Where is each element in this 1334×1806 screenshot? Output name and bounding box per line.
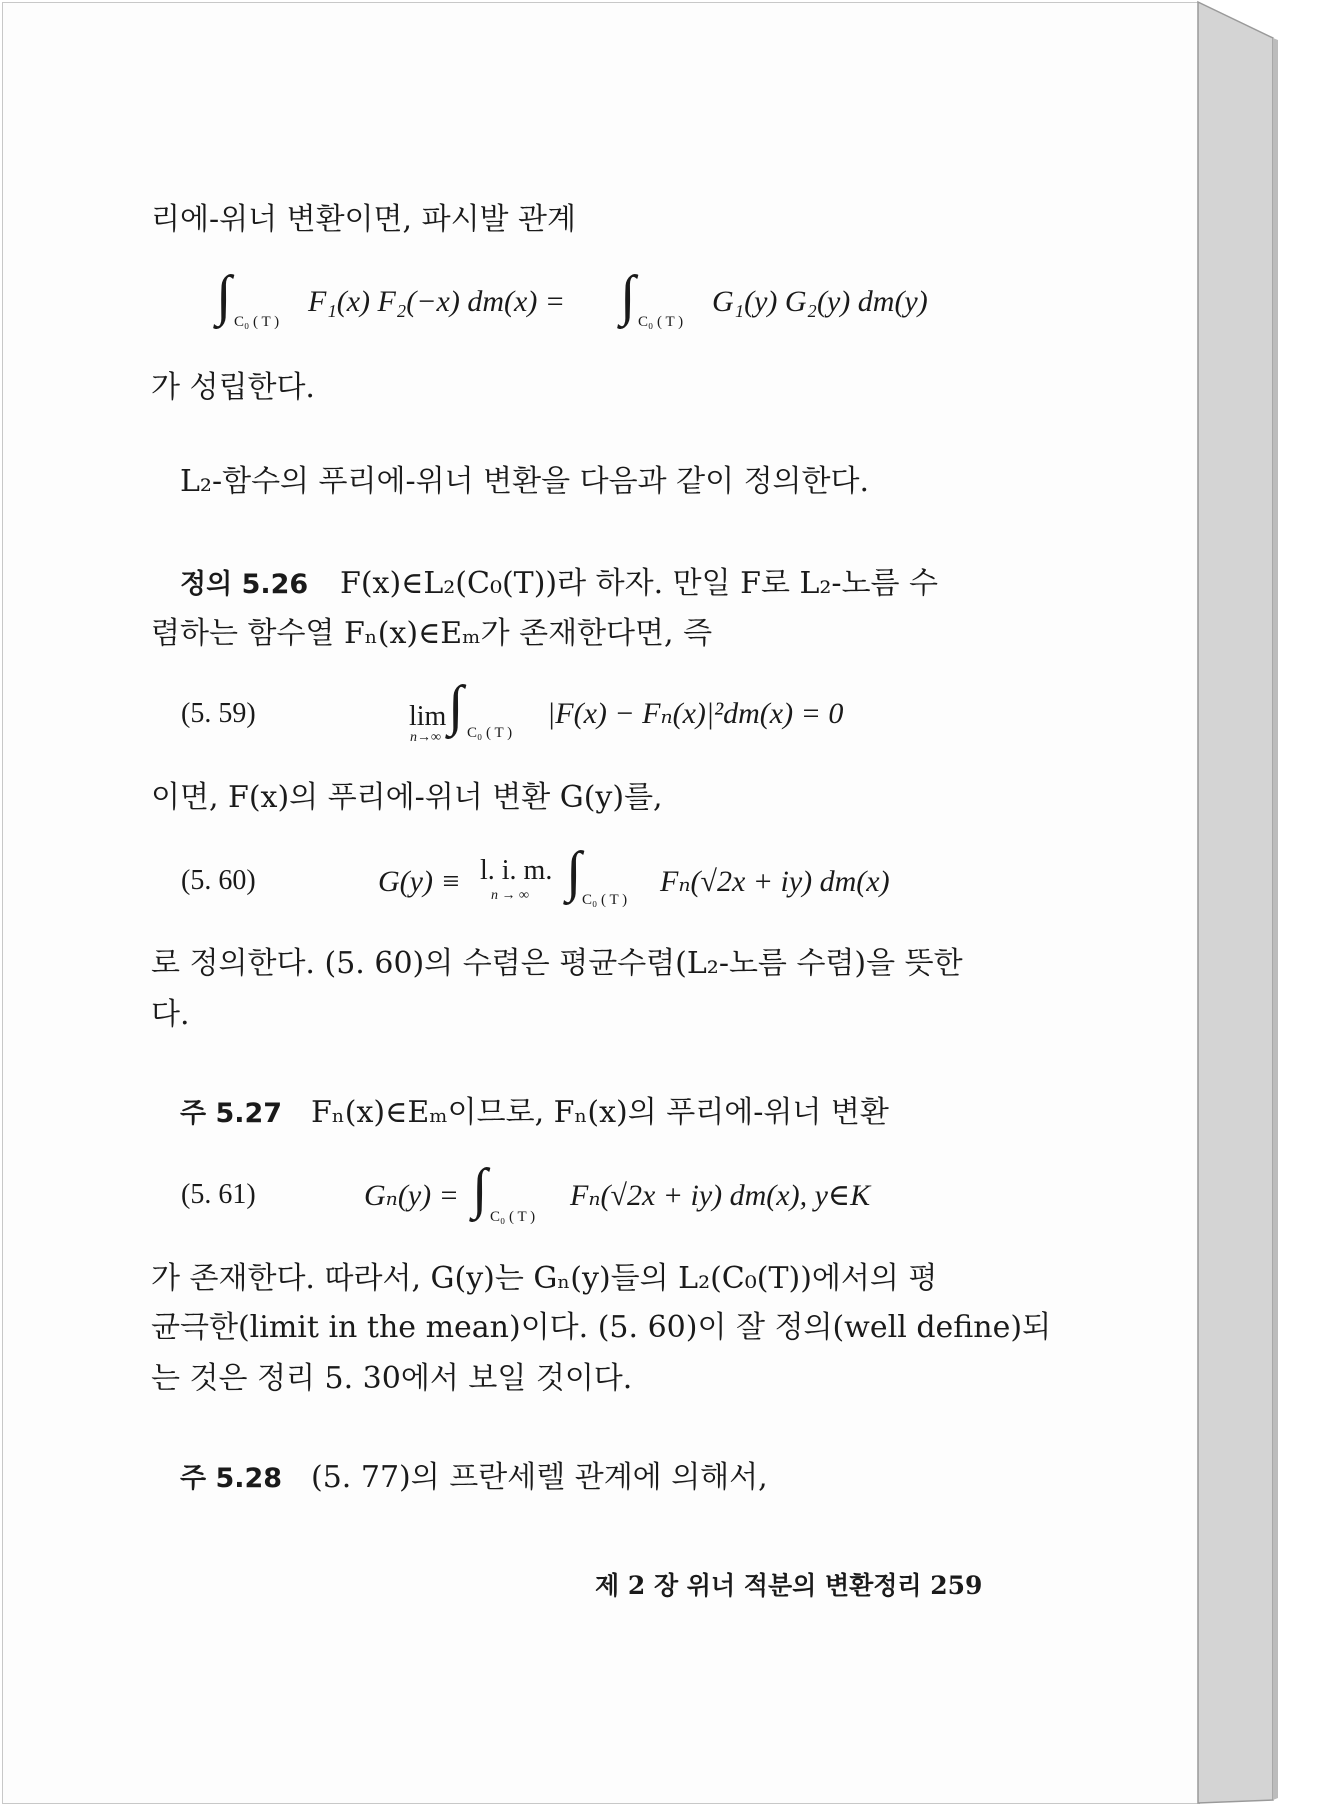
text-line-8: 균극한(limit in the mean)이다. (5. 60)이 잘 정의(well define)되 bbox=[151, 1310, 1052, 1345]
integral-domain: C₀ ( T ) bbox=[234, 314, 280, 330]
text-line-9: 는 것은 정리 5. 30에서 보일 것이다. bbox=[151, 1361, 633, 1396]
limit-subscript: n → ∞ bbox=[491, 888, 529, 903]
equation-number: (5. 61) bbox=[181, 1179, 256, 1210]
equation-lhs: F₁(x) F₂(−x) dm(x) = bbox=[308, 285, 566, 318]
equation-lhs: Gₙ(y) = bbox=[364, 1179, 459, 1212]
integral-sign: ∫ bbox=[472, 1158, 488, 1220]
text-line-7: 가 존재한다. 따라서, G(y)는 Gₙ(y)들의 L₂(C₀(T))에서의 평 bbox=[151, 1261, 938, 1296]
limit-operator: l. i. m. bbox=[480, 855, 553, 886]
definition-label: 정의 5.26 bbox=[180, 569, 309, 600]
integral-sign: ∫ bbox=[620, 265, 636, 327]
equation-number: (5. 60) bbox=[181, 865, 256, 896]
equation-body: |F(x) − Fₙ(x)|²dm(x) = 0 bbox=[547, 697, 844, 730]
page-footer: 제 2 장 위너 적분의 변환정리 259 bbox=[595, 1571, 983, 1600]
text-line-1: 리에-위너 변환이면, 파시발 관계 bbox=[151, 202, 577, 237]
integral-domain: C₀ ( T ) bbox=[490, 1209, 536, 1225]
definition-line-2: 렴하는 함수열 Fₙ(x)∈Eₘ가 존재한다면, 즉 bbox=[151, 616, 713, 651]
definition-line-1: F(x)∈L₂(C₀(T))라 하자. 만일 F로 L₂-노름 수 bbox=[340, 566, 939, 601]
equation-rhs: G₁(y) G₂(y) dm(y) bbox=[712, 285, 928, 318]
integral-sign: ∫ bbox=[448, 675, 464, 737]
note-5-27-text: Fₙ(x)∈Eₘ이므로, Fₙ(x)의 푸리에-위너 변환 bbox=[311, 1095, 889, 1130]
note-5-28-label: 주 5.28 bbox=[180, 1463, 283, 1494]
text-line-3: L₂-함수의 푸리에-위너 변환을 다음과 같이 정의한다. bbox=[180, 464, 870, 499]
text-line-5: 로 정의한다. (5. 60)의 수렴은 평균수렴(L₂-노름 수렴)을 뜻한 bbox=[151, 946, 963, 981]
limit-subscript: n→∞ bbox=[410, 730, 441, 745]
text-line-6: 다. bbox=[151, 997, 190, 1032]
integral-sign: ∫ bbox=[566, 841, 582, 903]
note-5-28-text: (5. 77)의 프란세렐 관계에 의해서, bbox=[311, 1460, 768, 1495]
equation-body: Fₙ(√2x + iy) dm(x), y∈K bbox=[570, 1179, 871, 1212]
limit-operator: lim bbox=[409, 701, 447, 732]
text-line-2: 가 성립한다. bbox=[151, 370, 315, 405]
equation-body: Fₙ(√2x + iy) dm(x) bbox=[660, 865, 890, 898]
integral-domain: C₀ ( T ) bbox=[582, 892, 628, 908]
text-line-4: 이면, F(x)의 푸리에-위너 변환 G(y)를, bbox=[151, 780, 663, 815]
equation-number: (5. 59) bbox=[181, 698, 256, 729]
integral-domain: C₀ ( T ) bbox=[467, 725, 513, 741]
integral-sign: ∫ bbox=[216, 265, 232, 327]
integral-domain: C₀ ( T ) bbox=[638, 314, 684, 330]
note-5-27-label: 주 5.27 bbox=[180, 1098, 283, 1129]
equation-lhs: G(y) ≡ bbox=[378, 865, 461, 898]
